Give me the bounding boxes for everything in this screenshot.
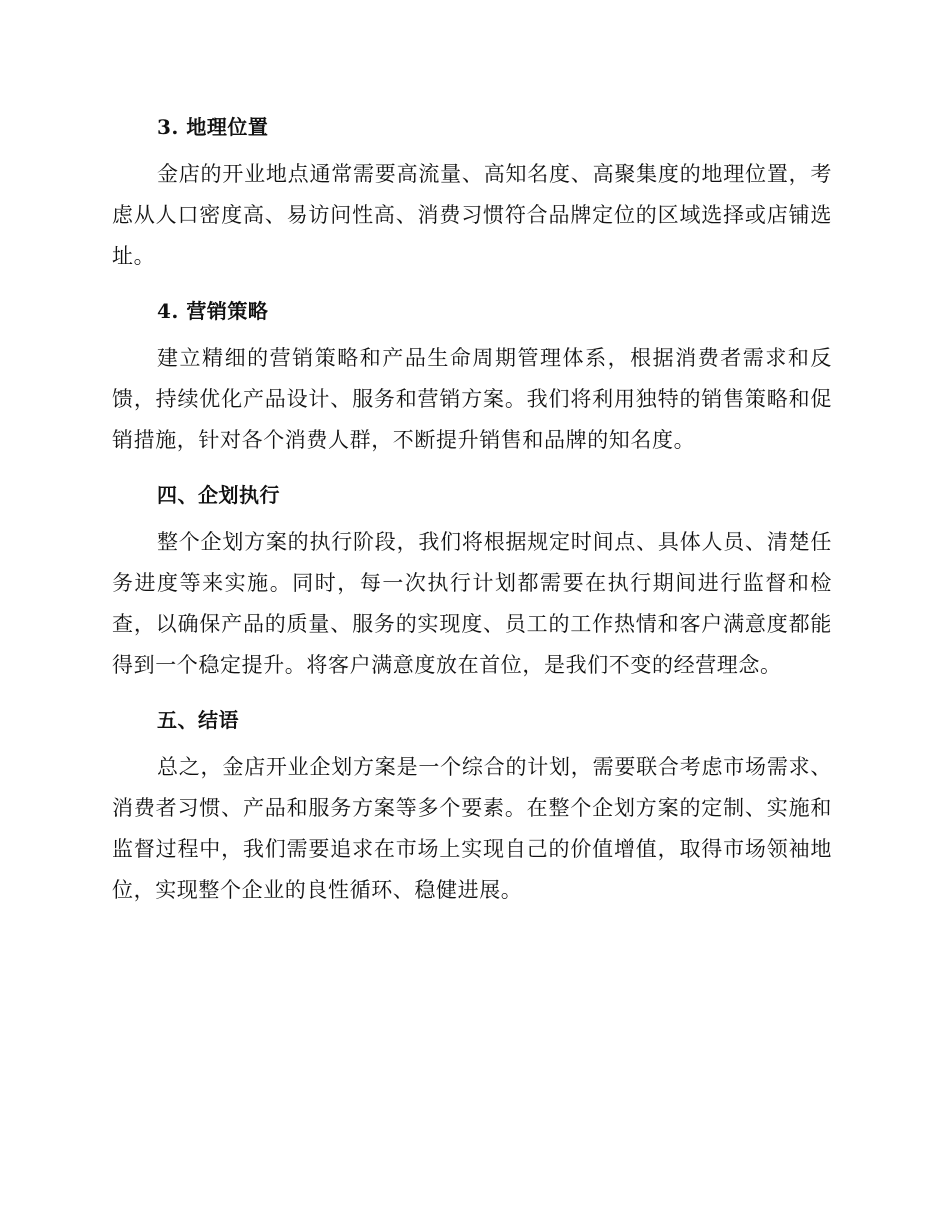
section-paragraph: 总之，金店开业企划方案是一个综合的计划，需要联合考虑市场需求、消费者习惯、产品和服务方案等多个要素。在整个企划方案的定制、实施和监督过程中，我们需要追求在市场上实现自己的价值增值，取得市场领袖地位，实现整个企业的良性循环、稳健进展。 bbox=[112, 755, 832, 902]
document-content bbox=[112, 110, 832, 928]
section-paragraph: 金店的开业地点通常需要高流量、高知名度、高聚集度的地理位置，考虑从人口密度高、易访问性高、消费习惯符合品牌定位的区域选择或店铺选址。 bbox=[112, 162, 832, 268]
section-conclusion bbox=[112, 703, 832, 911]
section-heading: 4. 营销策略 bbox=[157, 299, 269, 323]
section-plan-execution bbox=[112, 478, 832, 686]
section-heading: 五、结语 bbox=[157, 708, 239, 732]
section-paragraph: 建立精细的营销策略和产品生命周期管理体系，根据消费者需求和反馈，持续优化产品设计、服务和营销方案。我们将利用独特的销售策略和促销措施，针对各个消费人群，不断提升销售和品牌的知名度。 bbox=[112, 346, 832, 452]
section-heading: 3. 地理位置 bbox=[157, 115, 269, 139]
section-marketing-strategy bbox=[112, 294, 832, 461]
section-heading: 四、企划执行 bbox=[157, 483, 280, 507]
section-paragraph: 整个企划方案的执行阶段，我们将根据规定时间点、具体人员、清楚任务进度等来实施。同时，每一次执行计划都需要在执行期间进行监督和检查，以确保产品的质量、服务的实现度、员工的工作热情和客户满意度都能得到一个稳定提升。将客户满意度放在首位，是我们不变的经营理念。 bbox=[112, 530, 832, 677]
section-geographic-location bbox=[112, 110, 832, 277]
